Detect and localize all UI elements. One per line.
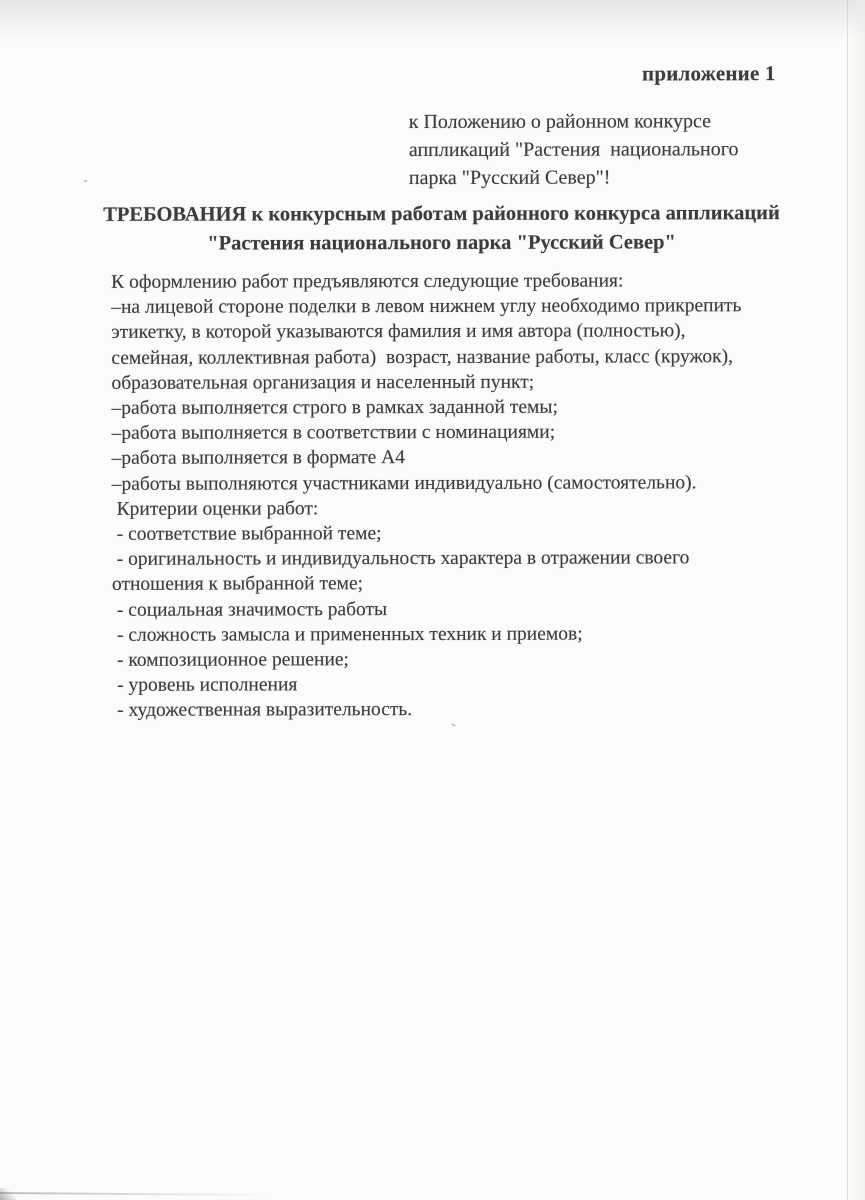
text-line: –работа выполняется строго в рамках заданной темы; [111,396,558,419]
reference-block [409,107,739,192]
text-line: - композиционное решение; [112,649,349,671]
text-line: парка "Русский Север"! [408,166,611,190]
text-line: образовательная организация и населенный пункт; [111,371,535,394]
text-line: Критерии оценки работ: [111,498,319,520]
text-line: –работа выполняется в соответствии с номинациями; [111,421,556,445]
text-line: ТРЕБОВАНИЯ к конкурсным работам районного конкурса аппликаций [103,202,780,226]
text-line: –работа выполняется в формате А4 [111,447,405,470]
text-line: отношения к выбранной теме; [111,573,364,596]
text-line: этикетку, в которой указываются фамилия и имя автора (полностью), [111,320,686,344]
text-line: - социальная значимость работы [111,598,388,621]
text-line: - художественная выразительность. [112,699,413,722]
text-line: - соответствие выбранной теме; [111,523,382,545]
text-line: к Положению о районном конкурсе [408,110,712,134]
text-line: –на лицевой стороне поделки в левом нижнем углу необходимо прикрепить [111,295,742,319]
text-line: "Растения национального парка "Русский Север" [207,230,676,255]
text-line: - оригинальность и индивидуальность характера в отражении своего [111,547,690,571]
text-line: К оформлению работ предъявляются следующие требования: [111,270,624,293]
text-line: –работы выполняются участниками индивидуально (самостоятельно). [111,471,697,495]
text-line: - сложность замысла и примененных техник и приемов; [112,623,583,646]
document-body [111,268,805,723]
page-title [71,199,812,258]
appendix-label: приложение 1 [641,61,776,86]
text-line: семейная, коллективная работа) возраст, название работы, класс (кружок), [111,345,734,369]
text-line: аппликаций "Растения национального [408,138,739,162]
text-line: - уровень исполнения [112,674,298,697]
